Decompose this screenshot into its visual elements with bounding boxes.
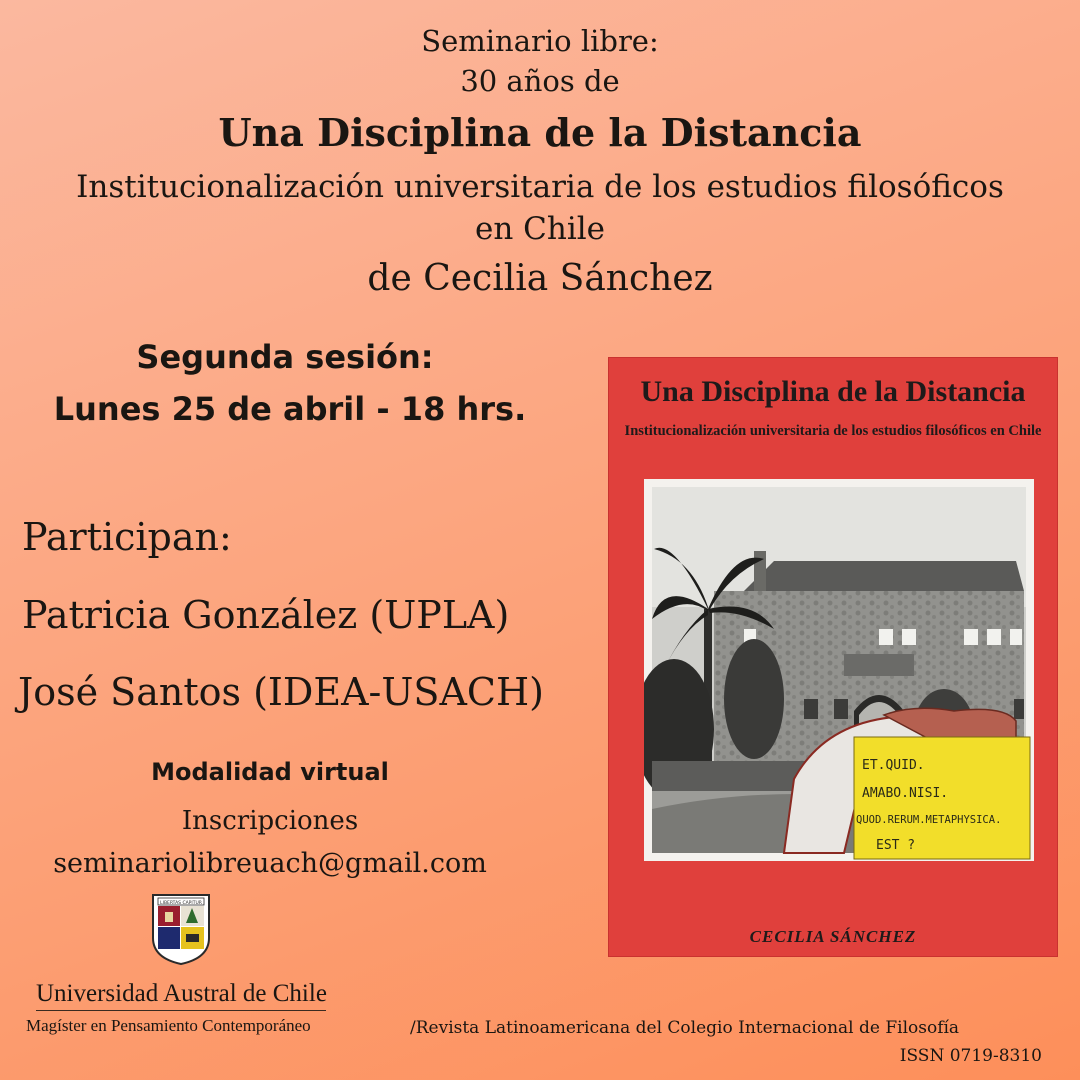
pretitle-line-2: 30 años de <box>460 64 620 98</box>
participants-label: Participan: <box>22 515 232 559</box>
journal-credit: /Revista Latinoamericana del Colegio Internacional de Filosofía <box>410 1018 960 1038</box>
modality-label: Modalidad virtual <box>151 758 389 786</box>
university-seal-icon <box>150 892 212 966</box>
book-cover-subtitle: Institucionalización universitaria de los estudios filosóficos en Chile <box>624 423 1042 439</box>
seal-motto-text: LIBERTAS CAPITUR <box>160 901 202 906</box>
building-photo-illustration <box>644 479 1034 861</box>
book-cover-author: CECILIA SÁNCHEZ <box>749 927 917 946</box>
sign-line-2: AMABO.NISI. <box>862 786 949 801</box>
participant-item: Patricia González (UPLA) <box>22 593 510 637</box>
journal-issn: ISSN 0719-8310 <box>899 1046 1042 1066</box>
sign-line-4: EST ? <box>876 838 916 853</box>
registration-email[interactable]: seminariolibreuach@gmail.com <box>53 848 487 879</box>
subtitle-line-1: Institucionalización universitaria de los estudios filosóficos <box>76 169 1004 205</box>
university-divider <box>36 1010 326 1011</box>
university-name: Universidad Austral de Chile <box>36 980 327 1007</box>
sign-line-3: QUOD.RERUM.METAPHYSICA. <box>856 814 1002 826</box>
book-cover <box>608 357 1058 957</box>
session-label: Segunda sesión: <box>136 338 434 376</box>
registration-label: Inscripciones <box>181 806 359 836</box>
participant-item: José Santos (IDEA-USACH) <box>18 670 544 714</box>
sign-line-1: ET.QUID. <box>862 758 925 773</box>
book-author-line: de Cecilia Sánchez <box>367 258 713 299</box>
book-cover-photo <box>644 479 1034 861</box>
university-program: Magíster en Pensamiento Contemporáneo <box>26 1016 311 1035</box>
pretitle-line-1: Seminario libre: <box>421 24 659 58</box>
event-subtitle <box>0 166 1080 250</box>
book-cover-title: Una Disciplina de la Distancia <box>640 375 1026 408</box>
session-date: Lunes 25 de abril - 18 hrs. <box>53 390 527 428</box>
event-title: Una Disciplina de la Distancia <box>218 110 862 155</box>
subtitle-line-2: en Chile <box>474 211 606 247</box>
